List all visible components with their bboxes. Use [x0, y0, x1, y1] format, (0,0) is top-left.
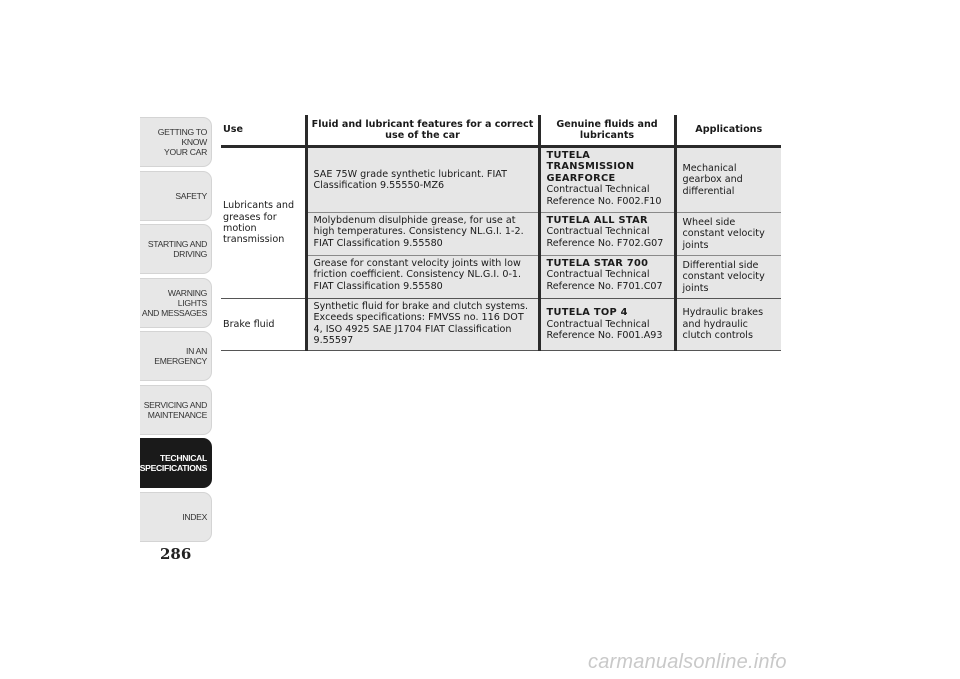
use-cell-brake: Brake fluid — [221, 299, 306, 351]
product-name: TUTELA TOP 4 — [546, 307, 628, 319]
fluids-lubricants-table — [221, 115, 781, 351]
product-name: TUTELA TRANSMISSION GEARFORCE — [546, 150, 635, 184]
table-row — [221, 147, 781, 213]
nav-tab-starting-driving[interactable]: STARTING AND DRIVING — [140, 224, 212, 274]
nav-tab-safety[interactable]: SAFETY — [140, 171, 212, 221]
table-header-row — [221, 115, 781, 147]
genuine-cell — [539, 256, 675, 299]
features-cell: Grease for constant velocity joints with low friction coefficient. Consistency NL.G.I. 0-1. FIAT Classification 9.55580 — [306, 256, 539, 299]
genuine-cell — [539, 299, 675, 351]
nav-tab-technical-specifications[interactable]: TECHNICAL SPECIFICATIONS — [140, 438, 212, 488]
features-cell: SAE 75W grade synthetic lubricant. FIAT Classification 9.55550-MZ6 — [306, 147, 539, 213]
nav-tab-index[interactable]: INDEX — [140, 492, 212, 542]
application-cell: Mechanical gearbox and differential — [675, 147, 781, 213]
application-cell: Wheel side constant velocity joints — [675, 213, 781, 256]
header-features: Fluid and lubricant features for a correct use of the car — [306, 115, 539, 147]
use-cell-transmission: Lubricants and greases for motion transmission — [221, 147, 306, 299]
nav-tab-servicing[interactable]: SERVICING AND MAINTENANCE — [140, 385, 212, 435]
nav-tab-getting-to-know[interactable]: GETTING TO KNOW YOUR CAR — [140, 117, 212, 167]
application-cell: Differential side constant velocity joints — [675, 256, 781, 299]
product-reference: Contractual Technical Reference No. F001.A93 — [546, 318, 663, 342]
features-cell: Synthetic fluid for brake and clutch systems. Exceeds specifications: FMVSS no. 116 DOT 4, ISO 4925 SAE J1704 FIAT Classification 9.55597 — [306, 299, 539, 351]
page-number: 286 — [160, 545, 192, 563]
product-reference: Contractual Technical Reference No. F701.C07 — [546, 269, 663, 292]
product-reference: Contractual Technical Reference No. F002.F10 — [546, 184, 662, 207]
header-genuine: Genuine fluids and lubricants — [539, 115, 675, 147]
features-cell: Molybdenum disulphide grease, for use at high temperatures. Consistency NL.G.I. 1-2. FIAT Classification 9.55580 — [306, 213, 539, 256]
header-applications: Applications — [675, 115, 781, 147]
table-row — [221, 299, 781, 351]
product-name: TUTELA STAR 700 — [546, 258, 649, 269]
watermark: carmanualsonline.info — [588, 651, 787, 673]
header-use: Use — [223, 124, 244, 136]
chapter-navigation — [140, 117, 212, 545]
application-cell: Hydraulic brakes and hydraulic clutch controls — [675, 299, 781, 351]
genuine-cell — [539, 147, 675, 213]
nav-tab-warning-lights[interactable]: WARNING LIGHTS AND MESSAGES — [140, 278, 212, 328]
nav-tab-emergency[interactable]: IN AN EMERGENCY — [140, 331, 212, 381]
genuine-cell — [539, 213, 675, 256]
product-name: TUTELA ALL STAR — [546, 215, 648, 226]
product-reference: Contractual Technical Reference No. F702.G07 — [546, 226, 664, 249]
